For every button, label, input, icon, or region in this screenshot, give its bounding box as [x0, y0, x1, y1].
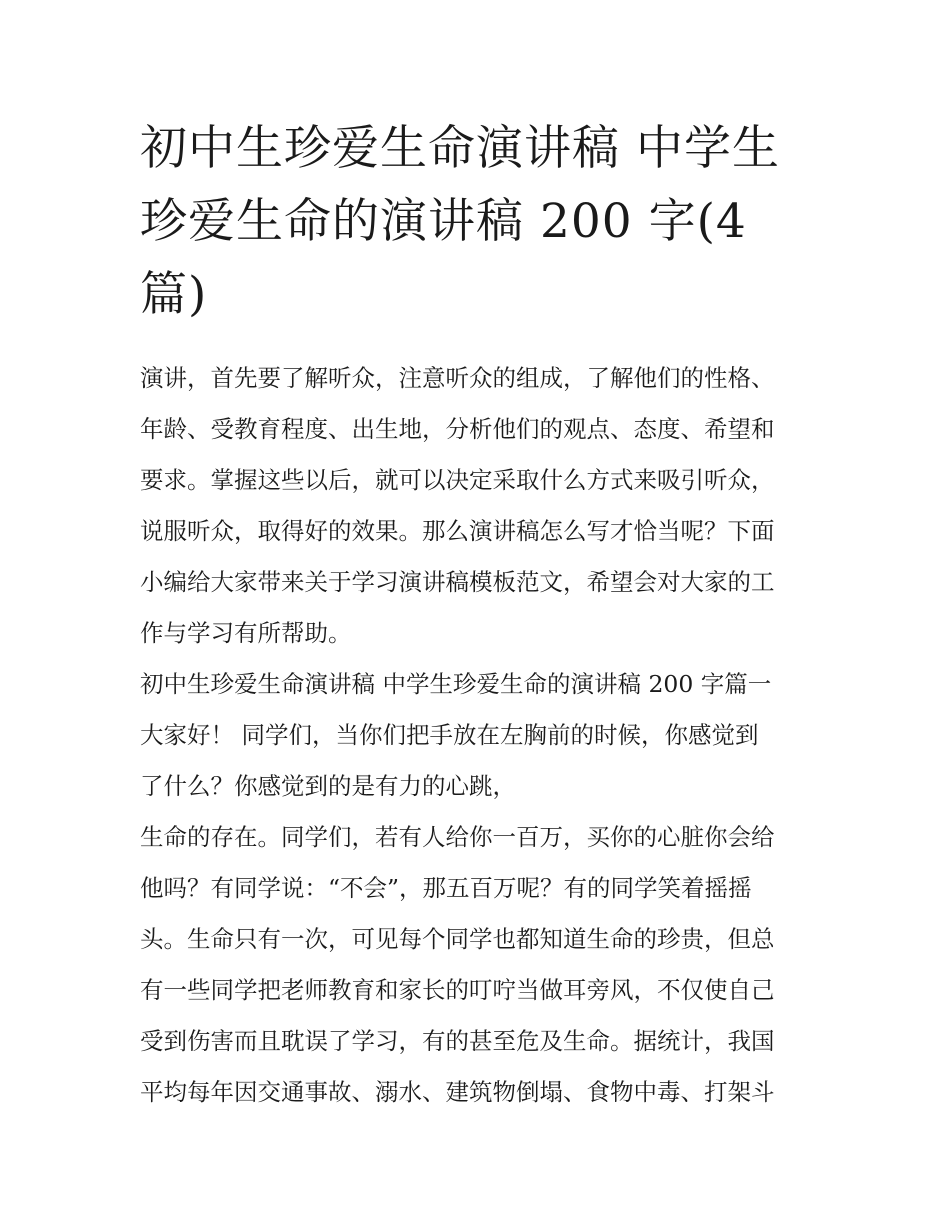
title-line: 初中生珍爱生命演讲稿 中学生	[140, 121, 780, 176]
body-line: 有一些同学把老师教育和家长的叮咛当做耳旁风，不仅使自己	[140, 976, 775, 1004]
body-line: 大家好！ 同学们，当你们把手放在左胸前的时候，你感觉到	[140, 721, 759, 749]
body-line: 说服听众，取得好的效果。那么演讲稿怎么写才恰当呢？下面	[140, 517, 775, 545]
body-line: 要求。掌握这些以后，就可以决定采取什么方式来吸引听众，	[140, 466, 775, 494]
body-line: 了什么？你感觉到的是有力的心跳，	[140, 772, 516, 800]
section-heading-line: 初中生珍爱生命演讲稿 中学生珍爱生命的演讲稿 200 字篇一	[140, 670, 772, 698]
body-line: 受到伤害而且耽误了学习，有的甚至危及生命。据统计，我国	[140, 1027, 775, 1055]
body-line: 年龄、受教育程度、出生地，分析他们的观点、态度、希望和	[140, 415, 775, 443]
body-line: 生命的存在。同学们，若有人给你一百万，买你的心脏你会给	[140, 823, 775, 851]
document-title	[140, 112, 812, 331]
document-body	[140, 353, 812, 1118]
body-line: 他吗？有同学说：“不会”，那五百万呢？有的同学笑着摇摇	[140, 874, 752, 902]
body-line: 小编给大家带来关于学习演讲稿模板范文，希望会对大家的工	[140, 568, 775, 596]
body-line: 演讲，首先要了解听众，注意听众的组成，了解他们的性格、	[140, 364, 775, 392]
body-line: 平均每年因交通事故、溺水、建筑物倒塌、食物中毒、打架斗	[140, 1078, 775, 1106]
body-line: 作与学习有所帮助。	[140, 619, 352, 647]
document-content	[140, 112, 812, 1118]
body-line: 头。生命只有一次，可见每个同学也都知道生命的珍贵，但总	[140, 925, 775, 953]
title-line: 珍爱生命的演讲稿 200 字(4	[140, 194, 747, 249]
title-line: 篇)	[140, 267, 208, 322]
